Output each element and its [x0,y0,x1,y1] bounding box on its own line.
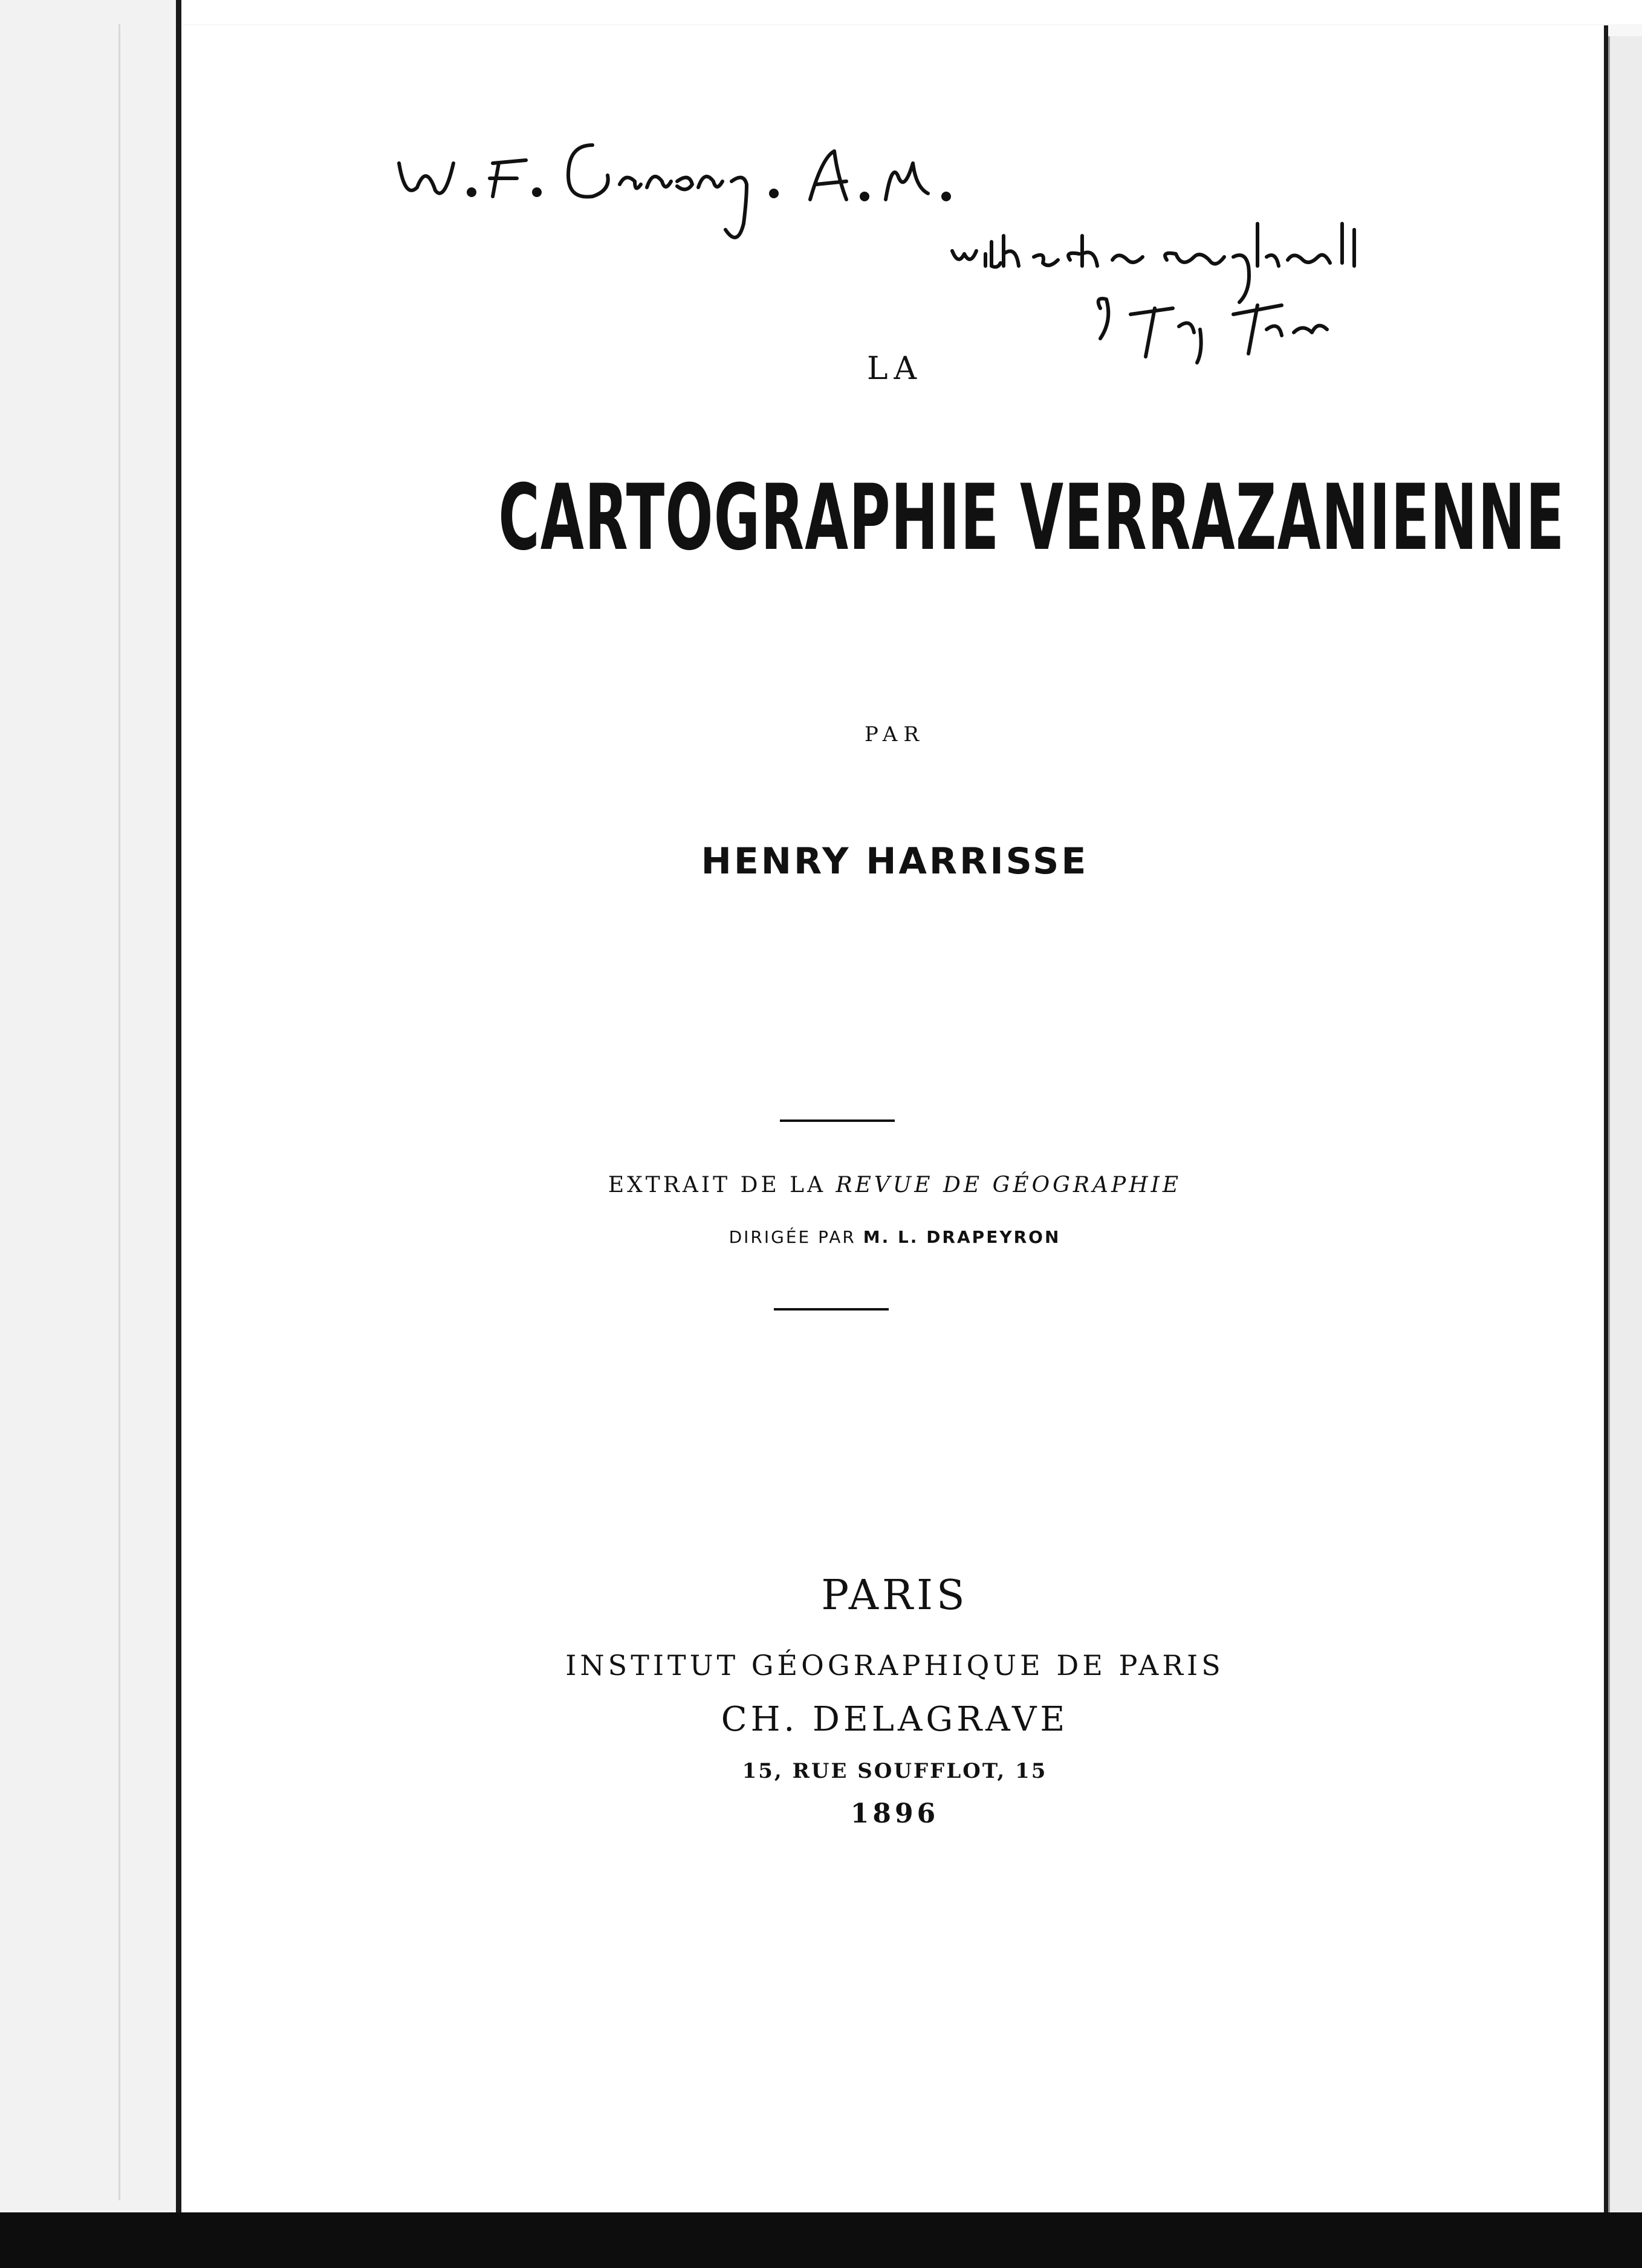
director-name: M. L. DRAPEYRON [863,1227,1061,1247]
scan-bottom-margin [0,2212,1642,2268]
directed-prefix: DIRIGÉE PAR [729,1227,856,1247]
imprint-publisher: CH. DELAGRAVE [721,1700,1069,1739]
divider-rule-bottom [774,1308,889,1311]
main-title: CARTOGRAPHIE VERRAZANIENNE [498,465,1565,571]
by-label: PAR [865,722,925,747]
scan-top-margin [0,0,1642,24]
imprint-institute: INSTITUT GÉOGRAPHIQUE DE PARIS [565,1649,1224,1682]
handwritten-inscription [387,121,1511,387]
title-article: LA [866,351,923,387]
imprint-address: 15, RUE SOUFFLOT, 15 [742,1759,1048,1783]
imprint-city: PARIS [821,1572,969,1619]
author-name: HENRY HARRISSE [701,840,1089,883]
imprint-year: 1896 [850,1798,939,1829]
book-spine [0,0,181,2268]
page-edge [1608,36,1642,2212]
divider-rule-top [780,1119,895,1122]
extract-prefix: EXTRAIT DE LA [608,1173,826,1197]
extract-line [181,1173,1608,1197]
directed-line [181,1227,1608,1247]
journal-name: REVUE DE GÉOGRAPHIE [836,1173,1182,1197]
